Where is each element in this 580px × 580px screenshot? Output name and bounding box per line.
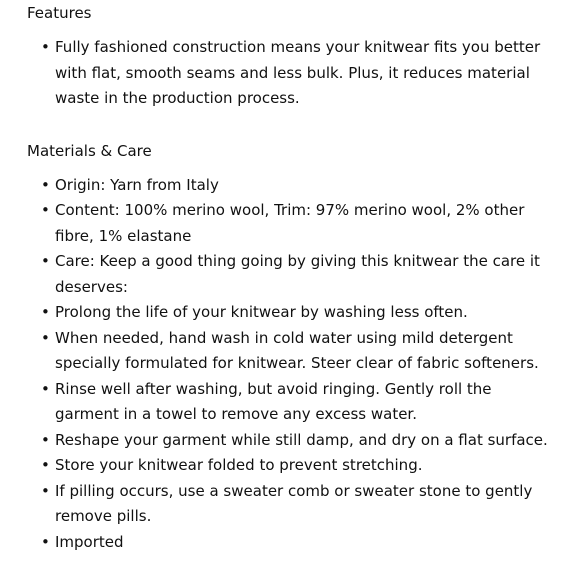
product-details bbox=[27, 0, 557, 555]
list-item: • Store your knitwear folded to prevent stretching. bbox=[27, 453, 557, 479]
features-list bbox=[27, 35, 557, 112]
list-item: • Reshape your garment while still damp, and dry on a flat surface. bbox=[27, 428, 557, 454]
list-item: • Origin: Yarn from Italy bbox=[27, 173, 557, 199]
list-item: • Content: 100% merino wool, Trim: 97% merino wool, 2% other fibre, 1% elastane bbox=[27, 198, 557, 249]
list-item: • Rinse well after washing, but avoid ringing. Gently roll the garment in a towel to remove any excess water. bbox=[27, 377, 557, 428]
list-item: • If pilling occurs, use a sweater comb or sweater stone to gently remove pills. bbox=[27, 479, 557, 530]
features-heading: Features bbox=[27, 4, 92, 22]
list-item: • Prolong the life of your knitwear by washing less often. bbox=[27, 300, 557, 326]
materials-care-heading: Materials & Care bbox=[27, 141, 152, 160]
list-item: • Imported bbox=[27, 530, 557, 556]
list-item: • Care: Keep a good thing going by giving this knitwear the care it deserves: bbox=[27, 249, 557, 300]
materials-care-list bbox=[27, 173, 557, 556]
list-item: • Fully fashioned construction means your knitwear fits you better with flat, smooth seams and less bulk. Plus, it reduces material waste in the production process. bbox=[27, 35, 557, 112]
list-item: • When needed, hand wash in cold water using mild detergent specially formulated for knitwear. Steer clear of fabric softeners. bbox=[27, 326, 557, 377]
